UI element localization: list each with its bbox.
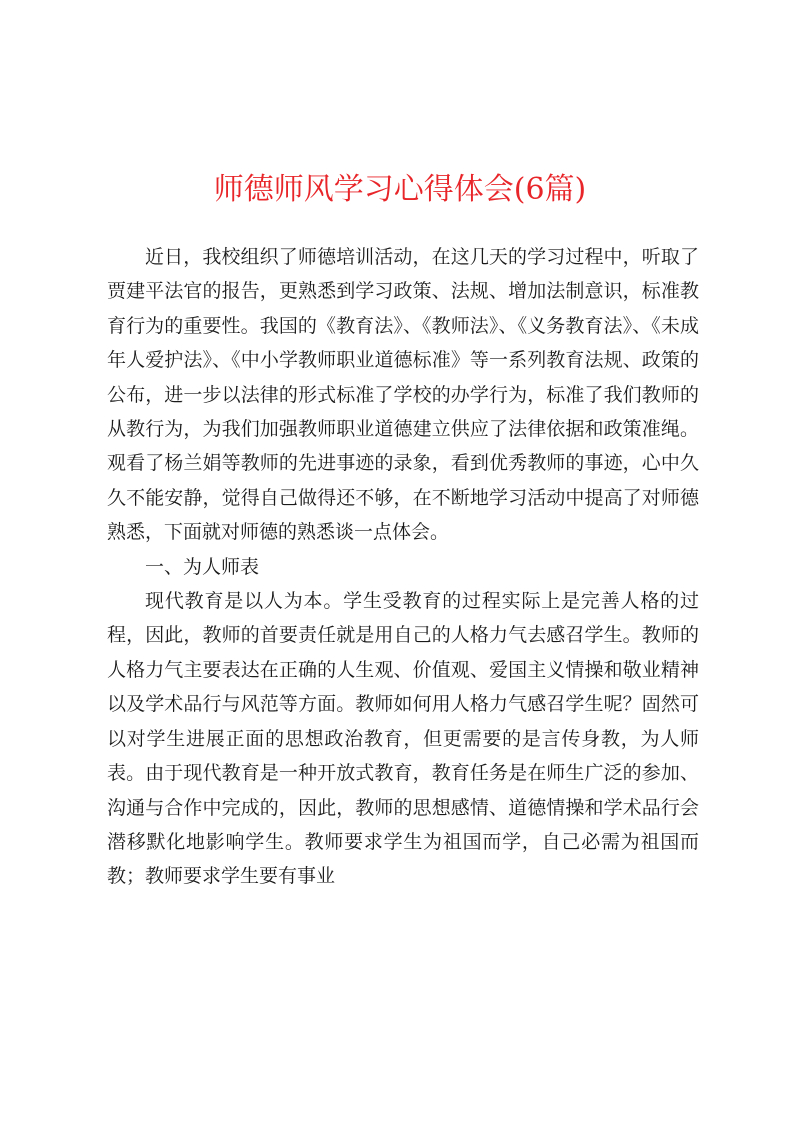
intro-paragraph: 近日，我校组织了师德培训活动，在这几天的学习过程中，听取了贾建平法官的报告，更熟悉到学习政策、法规、增加法制意识，标准教育行为的重要性。我国的《教育法》、《教师法》、《义务教育法》、《未成年人爱护法》、《中小学教师职业道德标准》等一系列教育法规、政策的公布，进一步以法律的形式标准了学校的办学行为，标准了我们教师的从教行为，为我们加强教师职业道德建立供应了法律依据和政策准绳。观看了杨兰娟等教师的先进事迹的录象，看到优秀教师的事迹，心中久久不能安静，觉得自己做得还不够，在不断地学习活动中提高了对师德熟悉，下面就对师德的熟悉谈一点体会。 (107, 246, 699, 544)
document-title: 师德师风学习心得体会(6篇) (213, 172, 587, 207)
section-heading: 一、为人师表 (145, 555, 260, 578)
document-body (107, 240, 699, 894)
section-paragraph: 现代教育是以人为本。学生受教育的过程实际上是完善人格的过程，因此，教师的首要责任就是用自己的人格力气去感召学生。教师的人格力气主要表达在正确的人生观、价值观、爱国主义情操和敬业精神以及学术品行与风范等方面。教师如何用人格力气感召学生呢？固然可以对学生进展正面的思想政治教育，但更需要的是言传身教，为人师表。由于现代教育是一种开放式教育，教育任务是在师生广泛的参加、沟通与合作中完成的，因此，教师的思想感情、道德情操和学术品行会潜移默化地影响学生。教师要求学生为祖国而学，自己必需为祖国而教；教师要求学生要有事业 (107, 590, 699, 888)
